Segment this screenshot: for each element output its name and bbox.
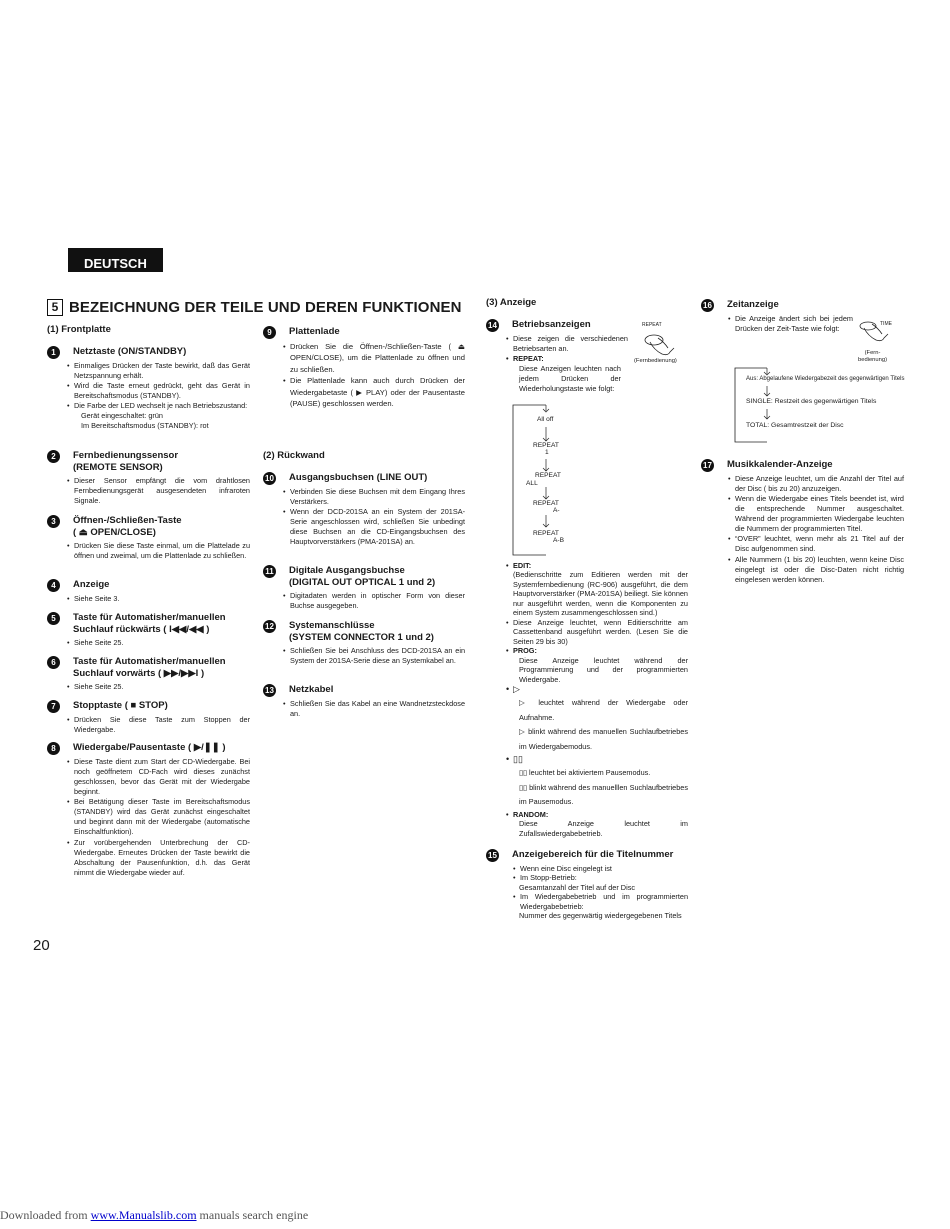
bullet: • Die Anzeige ändert sich bei jedem Drücken der Zeit-Taste wie folgt: bbox=[735, 314, 853, 334]
item-title: Netztaste (ON/STANDBY) bbox=[73, 346, 187, 357]
bullet: • RANDOM: bbox=[513, 810, 688, 819]
item-9 bbox=[263, 326, 465, 409]
item-8 bbox=[47, 742, 250, 878]
bullet: • Die Plattenlade kann auch durch Drücken der Wiedergabetaste ( ▶ PLAY) oder der Pausentaste (PAUSE) geschlossen werden. bbox=[290, 375, 465, 409]
item-6 bbox=[47, 656, 250, 692]
page-number: 20 bbox=[33, 937, 50, 954]
item-title: Öffnen-/Schließen-Taste bbox=[73, 515, 182, 526]
time-mode-label: TOTAL: Gesamtrestzeit der Disc bbox=[746, 422, 844, 429]
section-title bbox=[47, 299, 462, 316]
item-title: Plattenlade bbox=[289, 326, 340, 337]
item-number: 8 bbox=[47, 742, 60, 755]
bullet: • Wenn der DCD-201SA an ein System der 201SA-Serie angeschlossen wird, schließen Sie unbedingt diese Buchsen an die CD-Eingangsbuchsen des Hauptvorverstärkers (PMA-201SA) an. bbox=[290, 507, 465, 547]
bullet: • Verbinden Sie diese Buchsen mit dem Eingang Ihres Verstärkers. bbox=[290, 487, 465, 507]
item-number: 12 bbox=[263, 620, 276, 633]
footer-link[interactable]: www.Manualslib.com bbox=[90, 1208, 197, 1222]
item-extra: Im Bereitschaftsmodus (STANDBY): rot bbox=[81, 421, 209, 431]
item-title: Stopptaste ( ■ STOP) bbox=[73, 700, 168, 711]
play-text: ▷ blinkt während des manuellen Suchlaufbetriebes im Wiedergabemodus. bbox=[519, 727, 688, 751]
play-symbol: • ▷ bbox=[513, 684, 688, 696]
item-title: Anzeige bbox=[73, 579, 110, 590]
prog-text: Diese Anzeige leuchtet während der Programmierung und der programmierten Wiedergabe. bbox=[519, 655, 688, 684]
item-title: Anzeigebereich für die Titelnummer bbox=[512, 849, 674, 860]
bullet: • Drücken Sie die Öffnen-/Schließen-Taste ( ⏏ OPEN/CLOSE), um die Plattenlade zu öffnen und zu schließen. bbox=[290, 341, 465, 375]
item-4 bbox=[47, 579, 250, 604]
bullet: • Schließen Sie bei Anschluss des DCD-201SA an ein System der 201SA-Serie diese an Systemkabel an. bbox=[290, 646, 465, 666]
item-title: Systemanschlüsse bbox=[289, 620, 375, 631]
footer-prefix: Downloaded from bbox=[0, 1208, 91, 1222]
play-text: ▷ leuchtet während der Wiedergabe oder Aufnahme. bbox=[519, 697, 688, 722]
pause-symbol: • ▯▯ bbox=[513, 754, 688, 766]
bullet: • Wird die Taste erneut gedrückt, geht das Gerät in Bereitschaftsmodus (STANDBY). bbox=[74, 381, 250, 401]
repeat-diagram bbox=[510, 401, 570, 557]
bullet: • Wenn die Wiedergabe eines Titels beendet ist, wird die entsprechende Nummer ausgeschaltet. Während der programmierten Wiedergabe leuchten die Nummern der programmierten Titel. bbox=[735, 494, 904, 534]
bullet: • REPEAT: bbox=[513, 354, 628, 364]
bullet: • Die Farbe der LED wechselt je nach Betriebszustand: bbox=[74, 401, 250, 411]
item-number: 7 bbox=[47, 700, 60, 713]
item-title: Digitale Ausgangsbuchse bbox=[289, 565, 405, 576]
pause-text: ▯▯ leuchtet bei aktiviertem Pausemodus. bbox=[519, 768, 651, 778]
item-number: 5 bbox=[47, 612, 60, 625]
bullet: • Schließen Sie das Kabel an eine Wandnetzsteckdose an. bbox=[290, 699, 465, 719]
item-number: 14 bbox=[486, 319, 499, 332]
bullet: • Siehe Seite 3. bbox=[74, 594, 250, 604]
item-15 bbox=[486, 849, 688, 921]
item-number: 16 bbox=[701, 299, 714, 312]
diagram-label: REPEAT bbox=[533, 530, 559, 537]
bullet: • EDIT: bbox=[513, 561, 688, 570]
bullet: • Einmaliges Drücken der Taste bewirkt, daß das Gerät Netzspannung erhält. bbox=[74, 361, 250, 381]
bullet: • Drücken Sie diese Taste zum Stoppen der Wiedergabe. bbox=[74, 715, 250, 735]
section-number: 5 bbox=[47, 299, 63, 316]
bullet: • Digitadaten werden in optischer Form von dieser Buchse ausgegeben. bbox=[290, 591, 465, 611]
diagram-label: A- bbox=[553, 507, 560, 514]
remote-caption: (Fern- bedienung) bbox=[858, 350, 888, 363]
item-10 bbox=[263, 472, 465, 547]
bullet: • “OVER” leuchtet, wenn mehr als 21 Titel auf der Disc aufgenommen sind. bbox=[735, 534, 904, 554]
titel-text: Nummer des gegenwärtig wiedergegebenen Titels bbox=[519, 911, 682, 921]
item-title: Fernbedienungssensor bbox=[73, 450, 179, 461]
item-number: 17 bbox=[701, 459, 714, 472]
diagram-label: REPEAT bbox=[533, 442, 559, 449]
item-1 bbox=[47, 346, 250, 431]
diagram-label: ALL bbox=[526, 480, 538, 487]
bullet: • Drücken Sie diese Taste einmal, um die Plattelade zu öffnen und zweimal, um die Plattenlade zu schließen. bbox=[74, 541, 250, 561]
item-title: Taste für Automatisher/manuellen bbox=[73, 656, 226, 667]
edit-text: (Bedienschritte zum Editieren werden mit der Systemfernbedienung (RC-906) ausgeführt, die dem Hauptvorverstärker (PMA-201SA) beiliegt. Sie können nur ausgeführt werden, wenn die Komponenten zu einem System zusammengeschlossen sind.) bbox=[513, 570, 688, 618]
bullet: • Bei Betätigung dieser Taste im Bereitschaftsmodus (STANDBY) wird das Gerät zunächst eingeschaltet und beginnt dann mit der Wiedergabe (automatische Einschaltfunktion). bbox=[74, 797, 250, 837]
remote-button-label: TIME bbox=[880, 321, 892, 327]
bullet: • PROG: bbox=[513, 646, 688, 655]
item-2 bbox=[47, 450, 250, 506]
item-7 bbox=[47, 700, 250, 735]
item-title: Taste für Automatisher/manuellen bbox=[73, 612, 226, 623]
item-5 bbox=[47, 612, 250, 648]
time-mode-label: SINGLE: Restzeit des gegenwärtigen Titels bbox=[746, 398, 877, 405]
item-number: 11 bbox=[263, 565, 276, 578]
pause-text: ▯▯ blinkt während des manuelllen Suchlaufbetriebes im Pausemodus. bbox=[519, 782, 688, 807]
item-extra: Gerät eingeschaltet: grün bbox=[81, 411, 163, 421]
bullet: • Wenn eine Disc eingelegt ist bbox=[520, 864, 688, 873]
diagram-label: All off bbox=[537, 416, 554, 423]
item-number: 2 bbox=[47, 450, 60, 463]
item-number: 15 bbox=[486, 849, 499, 862]
item-title: ( ⏏ OPEN/CLOSE) bbox=[73, 526, 156, 538]
item-number: 1 bbox=[47, 346, 60, 359]
item-title: Musikkalender-Anzeige bbox=[727, 459, 833, 470]
item-11 bbox=[263, 565, 465, 611]
rueckwand-heading: (2) Rückwand bbox=[263, 450, 325, 461]
bullet: • Diese zeigen die verschiedenen Betriebsarten an. bbox=[513, 334, 628, 354]
item-title: Ausgangsbuchsen (LINE OUT) bbox=[289, 472, 428, 483]
bullet: • Im Wiedergabebetrieb und im programmierten Wiedergabebetrieb: bbox=[520, 892, 688, 911]
bullet: • Diese Anzeige leuchtet, wenn Editierschritte am Cassettenband ausgeführt werden. (Lesen Sie die Seiten 29 bis 30) bbox=[513, 618, 688, 646]
item-title: Netzkabel bbox=[289, 684, 334, 695]
bullet: • Zur vorübergehenden Unterbrechung der CD-Wiedergabe. Erneutes Drücken der Taste bewirkt die Abschaltung der Pausenfunktion, d.h. das Gerät nimmt die Wiedergabe wieder auf. bbox=[74, 838, 250, 878]
remote-hand-icon bbox=[856, 318, 900, 348]
footer bbox=[0, 1208, 308, 1223]
item-title: (SYSTEM CONNECTOR 1 und 2) bbox=[289, 631, 434, 643]
item-number: 4 bbox=[47, 579, 60, 592]
repeat-text: Diese Anzeigen leuchten nach jedem Drücken der Wiederholungstaste wie folgt: bbox=[519, 364, 621, 394]
bullet: • Alle Nummern (1 bis 20) leuchten, wenn keine Disc eingelegt ist oder die Disc-Daten nicht richtig eingelesen werden können. bbox=[735, 555, 904, 585]
diagram-label: 1 bbox=[545, 449, 549, 456]
bullet: • Siehe Seite 25. bbox=[74, 682, 250, 692]
diagram-label: REPEAT bbox=[533, 500, 559, 507]
item-3 bbox=[47, 515, 250, 561]
remote-button-label: REPEAT bbox=[642, 322, 662, 328]
bullet: • Diese Anzeige leuchtet, um die Anzahl der Titel auf der Disc ( bis zu 20) anzuzeigen. bbox=[735, 474, 904, 494]
time-mode-label: Aus: Abgelaufene Wiedergabezeit des gegenwärtigen Titels bbox=[746, 376, 905, 382]
item-title: Wiedergabe/Pausentaste ( ▶/❚❚ ) bbox=[73, 742, 226, 753]
item-number: 3 bbox=[47, 515, 60, 528]
item-13 bbox=[263, 684, 465, 719]
bullet: • Im Stopp-Betrieb: bbox=[520, 873, 688, 882]
footer-suffix: manuals search engine bbox=[196, 1208, 309, 1222]
item-title: Zeitanzeige bbox=[727, 299, 779, 310]
titel-text: Gesamtanzahl der Titel auf der Disc bbox=[519, 882, 635, 892]
anzeige-heading: (3) Anzeige bbox=[486, 297, 537, 308]
item-number: 13 bbox=[263, 684, 276, 697]
time-diagram bbox=[733, 366, 913, 444]
item-title: (REMOTE SENSOR) bbox=[73, 461, 163, 473]
frontplatte-heading: (1) Frontplatte bbox=[47, 324, 111, 335]
item-17 bbox=[701, 459, 904, 585]
item-12 bbox=[263, 620, 465, 666]
item-title: (DIGITAL OUT OPTICAL 1 und 2) bbox=[289, 576, 436, 588]
bullet: • Siehe Seite 25. bbox=[74, 638, 250, 648]
item-number: 9 bbox=[263, 326, 276, 339]
diagram-label: REPEAT bbox=[535, 472, 561, 479]
random-text: Diese Anzeige leuchtet im Zufallswiedergabebetrieb. bbox=[519, 819, 688, 838]
item-title: Betriebsanzeigen bbox=[512, 319, 591, 330]
language-tab: DEUTSCH bbox=[68, 248, 163, 272]
item-number: 6 bbox=[47, 656, 60, 669]
section-title-text: BEZEICHNUNG DER TEILE UND DEREN FUNKTIONEN bbox=[69, 299, 462, 316]
item-number: 10 bbox=[263, 472, 276, 485]
diagram-label: A-B bbox=[553, 537, 564, 544]
item-title: Suchlauf rückwärts ( I◀◀/◀◀ ) bbox=[73, 623, 210, 635]
bullet: • Dieser Sensor empfängt die vom drahtlosen Fernbedienungsgerät ausgesendeten infraroten Signale. bbox=[74, 476, 250, 506]
edit-block bbox=[506, 561, 688, 838]
bullet: • Diese Taste dient zum Start der CD-Wiedergabe. Bei noch geöffnetem CD-Fach wird dieses zunächst geschlossen, bevor das Gerät mit der Wiedergabe beginnt. bbox=[74, 757, 250, 797]
item-title: Suchlauf vorwärts ( ▶▶/▶▶I ) bbox=[73, 667, 205, 679]
remote-caption: (Fernbedienung) bbox=[634, 358, 677, 364]
